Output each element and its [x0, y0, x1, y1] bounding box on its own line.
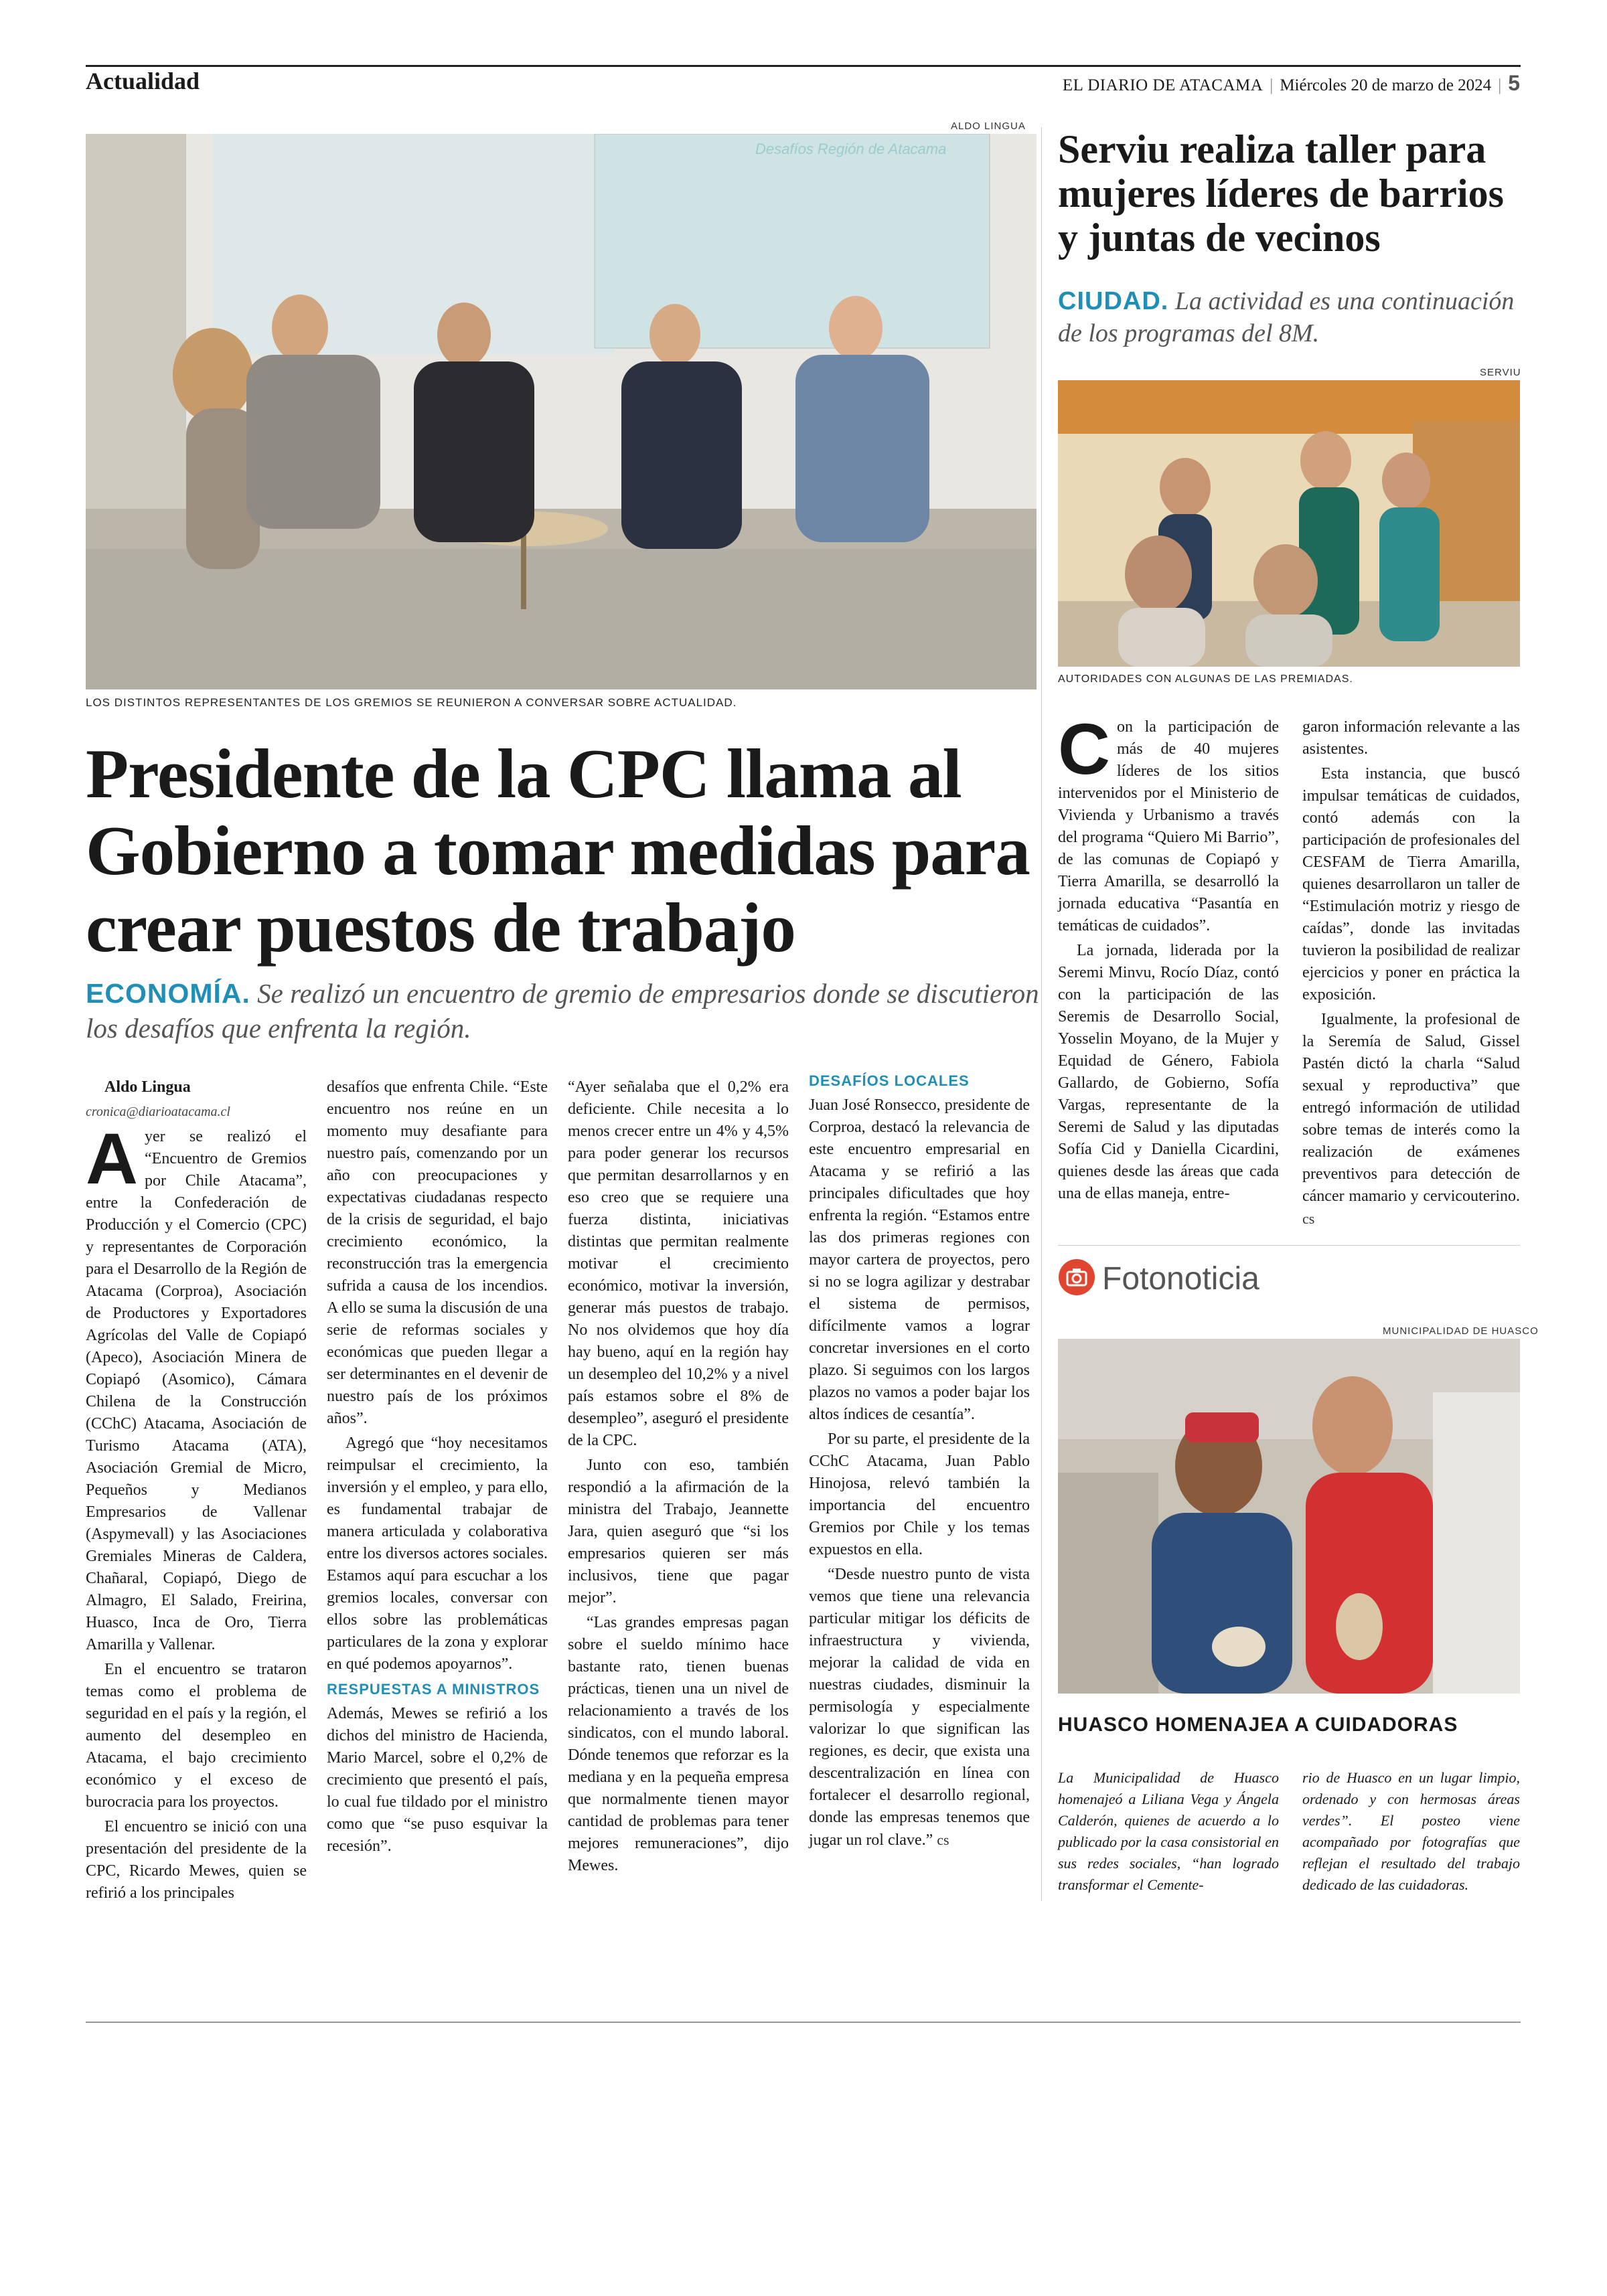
paragraph: Agregó que “hoy necesitamos reimpulsar el crecimiento, la inversión y el empleo, y para ello, es fundamental trabajar de manera articulada y colaborativa entre los diversos actores sociales. Estamos aquí para escuchar a los gremios locales, conversar con ellos sobre las problemáticas particulares de la zona y explorar en qué podemos apoyarnos”. [327, 1434, 548, 1673]
main-col-3 [568, 1076, 789, 1880]
fotonoticia-col-1 [1058, 1767, 1279, 1896]
paragraph: En el encuentro se trataron temas como el problema de seguridad en el país y la región, el aumento del desempleo en Atacama, el bajo crecimiento económico y el exceso de burocracia para los proyectos. [86, 1661, 307, 1811]
serviu-subhead [1058, 285, 1527, 349]
paragraph: Junto con eso, también respondió a la afirmación de la ministra del Trabajo, Jeannette Jara, quien aseguró que “si los empresarios quieren ser más inclusivos, tiene que pagar mejor”. [568, 1457, 789, 1607]
section-divider [1058, 1245, 1520, 1246]
dropcap: C [1058, 708, 1110, 789]
paragraph [1058, 708, 1279, 937]
serviu-headline: Serviu realiza taller para mujeres líderes de barrios y juntas de vecinos [1058, 127, 1505, 260]
serviu-photo [1058, 380, 1520, 667]
paragraph-text: Igualmente, la profesional de la Seremía de Salud, Gissel Pastén dictó la charla “Salud sexual y reproductiva” que entregó información de utilidad sobre temas de interés como la realización de exámenes preventivos para detección de cáncer mamario y cervicouterino. [1302, 1011, 1520, 1205]
main-col-4 [809, 1070, 1030, 1854]
paragraph-text: yer se realizó el “Encuentro de Gremios por Chile Atacama”, entre la Confederación de Producción y el Comercio (CPC) y representantes de Corporación para el Desarrollo de la Región de Atacama (Corproa), Asociación de Productores y Exportadores Agrícolas del Valle de Copiapó (Apeco), Asociación Minera de Copiapó (Asomico), Cámara Chilena de la Construcción (CChC) Atacama, Asociación de Turismo Atacama (ATA), Asociación Gremial de Micro, Pequeños y Medianos Empresarios de Vallenar (Aspymevall) y las Asociaciones Gremiales Mineras de Caldera, Chañaral, Copiapó, Diego de Almagro, El Salado, Freirina, Huasco, Inca de Oro, Tierra Amarilla y Vallenar. [86, 1128, 307, 1653]
masthead [1063, 71, 1520, 96]
fotonoticia-col-2 [1302, 1767, 1520, 1896]
serviu-col-1 [1058, 708, 1279, 1208]
paragraph: rio de Huasco en un lugar limpio, ordenado y con hermosas áreas verdes”. El posteo viene acompañado por fotografías que reflejan el resultado del trabajo dedicado de las cuidadoras. [1302, 1769, 1520, 1893]
page-number: 5 [1508, 71, 1520, 95]
masthead-separator: | [1270, 76, 1274, 94]
paragraph: “Las grandes empresas pagan sobre el sueldo mínimo hace bastante rato, tienen buenas prácticas, tienen una un nivel de relacionamiento a través de los sindicatos, con el mundo laboral. Dónde tenemos que reforzar es la mediana y en la pequeña empresa que normalmente tienen mayor cantidad de problemas para tener mejores remuneraciones”, dijo Mewes. [568, 1614, 789, 1874]
serviu-photo-credit: SERVIU [1480, 367, 1521, 378]
screen-title: Desafíos Región de Atacama [755, 141, 947, 157]
serviu-subhead-text: La actividad es una continuación de los programas del 8M. [1058, 287, 1515, 347]
end-mark: cs [1302, 1210, 1315, 1227]
serviu-col-2 [1302, 716, 1520, 1233]
main-headline: Presidente de la CPC llama al Gobierno a tomar medidas para crear puestos de trabajo [86, 734, 1030, 967]
camera-icon [1058, 1258, 1095, 1299]
paragraph: Además, Mewes se refirió a los dichos del ministro de Hacienda, Mario Marcel, sobre el 0,2% de crecimiento que presentó el país, lo cual fue tildado por el ministro como que “se puso esquivar la recesión”. [327, 1705, 548, 1855]
fotonoticia-photo-credit: MUNICIPALIDAD DE HUASCO [1383, 1325, 1539, 1337]
paragraph: La Municipalidad de Huasco homenajeó a Liliana Vega y Ángela Calderón, quienes de acuerdo a lo publicado por la casa consistorial en sus redes sociales, “han logrado transformar el Cemente- [1058, 1769, 1279, 1893]
paragraph-text: on la participación de más de 40 mujeres líderes de los sitios intervenidos por el Ministerio de Vivienda y Urbanismo a través del programa “Quiero Mi Barrio”, de las comunas de Copiapó y Tierra Amarilla, se desarrolló la jornada educativa “Pasantía en temáticas de cuidados”. [1058, 718, 1279, 934]
fotonoticia-text: Fotonoticia [1102, 1261, 1259, 1297]
author-email: cronica@diarioatacama.cl [86, 1104, 230, 1119]
paragraph: Juan José Ronsecco, presidente de Corproa, destacó la relevancia de este encuentro empresarial en Atacama y se refirió a las principales dificultades que hoy enfrenta la región. “Estamos entre las dos primeras regiones con mayor cartera de proyectos, pero si no se logra agilizar y destrabar el sistema de permisos, difícilmente vamos a lograr concretar inversiones en el corto plazo. Si seguimos con los largos plazos no vamos a poder bajar los altos índices de cesantía”. [809, 1096, 1030, 1423]
subheading-desafios: DESAFÍOS LOCALES [809, 1072, 970, 1089]
paragraph [1302, 1009, 1520, 1230]
newspaper-name: EL DIARIO DE ATACAMA [1062, 76, 1264, 94]
paragraph: Esta instancia, que buscó impulsar temáticas de cuidados, contó además con la participación de profesionales del CESFAM de Tierra Amarilla, quienes desarrollaron un taller de “Estimulación motriz y riesgo de caídas”, donde las invitadas tuvieron la posibilidad de realizar ejercicios y poner en práctica la exposición. [1302, 765, 1520, 1003]
paragraph: Por su parte, el presidente de la CChC Atacama, Juan Pablo Hinojosa, relevó también la importancia del encuentro Gremios por Chile y los temas expuestos en ella. [809, 1430, 1030, 1558]
end-mark: cs [937, 1831, 949, 1848]
paragraph: garon información relevante a las asistentes. [1302, 718, 1520, 758]
main-kicker: ECONOMÍA. [86, 978, 250, 1009]
main-subhead-text: Se realizó un encuentro de gremio de empresarios donde se discutieron los desafíos que enfrenta la región. [86, 978, 1039, 1044]
paragraph-text: “Desde nuestro punto de vista vemos que tiene una relevancia particular mitigar los déficits de infraestructura y vivienda, mejorar la calidad de vida en nuestras ciudades, disminuir la permisología y especialmente valorizar lo que significan las regiones, es decir, que exista una descentralización en línea con fortalecer el desarrollo regional, donde las empresas tenemos que jugar un rol clave.” [809, 1566, 1030, 1849]
main-photo [86, 134, 1037, 689]
issue-date: Miércoles 20 de marzo de 2024 [1280, 76, 1492, 94]
serviu-kicker: CIUDAD. [1058, 287, 1169, 315]
header-rule [86, 65, 1521, 67]
subheading-ministros: RESPUESTAS A MINISTROS [327, 1681, 540, 1698]
paragraph [86, 1118, 307, 1656]
serviu-photo-caption: AUTORIDADES CON ALGUNAS DE LAS PREMIADAS. [1058, 673, 1353, 685]
paragraph: desafíos que enfrenta Chile. “Este encuentro nos reúne en un momento muy desafiante para nuestro país, comenzando por un año con preocupaciones y expectativas ciudadanas respecto de la crisis de seguridad, el bajo crecimiento económico, la reconstrucción tras la emergencia sufrida a causa de los incendios. A ello se suma la discusión de una serie de reformas sociales y económicas que pueden llegar a ser determinantes en el devenir de nuestro país de los próximos años”. [327, 1078, 548, 1427]
bottom-rule [86, 2022, 1521, 2023]
section-title: Actualidad [86, 68, 200, 94]
author: Aldo Lingua [104, 1078, 191, 1096]
photo-credit: ALDO LINGUA [951, 120, 1026, 132]
paragraph: La jornada, liderada por la Seremi Minvu, Rocío Díaz, contó con la participación de las Seremis de Desarrollo Social, Yosselin Moyano, de la Mujer y Equidad de Género, Fabiola Gallardo, de Gobierno, Sofía Vargas, representante de la Seremi de Salud y las diputadas Sofía Cid y Daniella Cicardini, quienes desde las áreas que cada una de ellas maneja, entre- [1058, 942, 1279, 1202]
paragraph [809, 1564, 1030, 1852]
column-divider [1041, 127, 1042, 1901]
main-photo-caption: LOS DISTINTOS REPRESENTANTES DE LOS GREMIOS SE REUNIERON A CONVERSAR SOBRE ACTUALIDAD. [86, 696, 737, 709]
main-subhead [86, 976, 1050, 1046]
paragraph: El encuentro se inició con una presentación del presidente de la CPC, Ricardo Mewes, quien se refirió a los principales [86, 1818, 307, 1902]
fotonoticia-label [1058, 1258, 1259, 1299]
dropcap: A [86, 1118, 138, 1199]
main-col-2 [327, 1076, 548, 1860]
paragraph: “Ayer señalaba que el 0,2% era deficiente. Chile necesita a lo menos crecer entre un 4% y 4,5% para poder generar los recursos que permitan desarrollarnos y en eso creo que se requiere una fuerza distinta, iniciativas distintas que permitan realmente motivar el crecimiento económico, motivar la inversión, generar más puestos de trabajo. No nos olvidemos que hoy día hay bueno, aquí en la región hay un desempleo del 10,2% y a nivel país estamos sobre el 8% de desempleo”, aseguró el presidente de la CPC. [568, 1078, 789, 1449]
fotonoticia-title: HUASCO HOMENAJEA A CUIDADORAS [1058, 1714, 1458, 1736]
fotonoticia-photo [1058, 1339, 1520, 1694]
main-col-1 [86, 1076, 307, 1907]
masthead-separator: | [1498, 76, 1502, 94]
